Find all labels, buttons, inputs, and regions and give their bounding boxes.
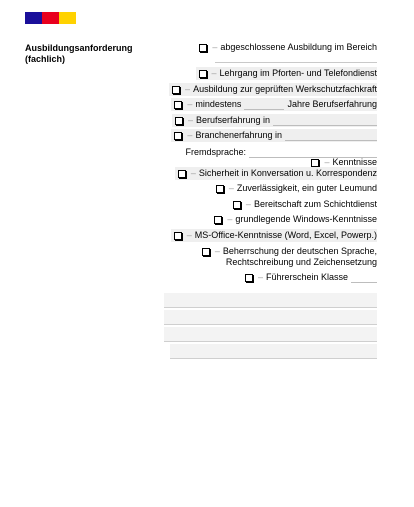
dash: – (211, 68, 217, 78)
dash: – (257, 272, 263, 282)
checkbox[interactable] (199, 70, 207, 78)
item-label: Sicherheit in Konversation u. Korrespondenz (198, 168, 377, 178)
item-label: Berufserfahrung in (195, 115, 270, 125)
dash: – (324, 157, 330, 167)
years-input-line[interactable] (244, 100, 284, 110)
item-label-line2: Rechtschreibung und Zeichensetzung (225, 257, 377, 267)
dash: – (185, 84, 191, 94)
dash: – (214, 246, 220, 256)
item-label: Branchenerfahrung in (195, 130, 282, 140)
logo (25, 12, 76, 24)
free-text-line[interactable] (164, 310, 377, 325)
item-berufserfahrung-in (172, 114, 377, 127)
dash: – (186, 230, 192, 240)
checkbox[interactable] (199, 44, 207, 52)
item-label: Kenntnisse (332, 157, 377, 167)
checkbox[interactable] (175, 117, 183, 125)
item-label: grundlegende Windows-Kenntnisse (235, 214, 377, 224)
dash: – (227, 214, 233, 224)
item-label: abgeschlossene Ausbildung im Bereich (220, 42, 377, 52)
checkbox[interactable] (174, 101, 182, 109)
dash: – (187, 115, 193, 125)
checkbox[interactable] (214, 216, 222, 224)
item-label-suffix: Jahre Berufserfahrung (287, 99, 377, 109)
item-zuverlaessigkeit (216, 182, 377, 195)
checkbox[interactable] (216, 185, 224, 193)
item-label: MS-Office-Kenntnisse (Word, Excel, Powerp.) (194, 230, 377, 240)
free-text-line[interactable] (164, 293, 377, 308)
logo-blue-block (25, 12, 42, 24)
dash: – (245, 199, 251, 209)
checkbox[interactable] (172, 86, 180, 94)
item-label: Führerschein Klasse (265, 272, 348, 282)
dash: – (228, 183, 234, 193)
item-branchenerfahrung-in (171, 129, 377, 142)
logo-red-block (42, 12, 59, 24)
item-werkschutzfachkraft (169, 83, 377, 96)
fill-in-line[interactable] (285, 131, 377, 141)
checkbox[interactable] (178, 170, 186, 178)
license-class-input-line[interactable] (351, 273, 377, 283)
checkbox[interactable] (174, 232, 182, 240)
checkbox[interactable] (233, 201, 241, 209)
checkbox[interactable] (311, 159, 319, 167)
dash: – (190, 168, 196, 178)
item-lehrgang (196, 67, 377, 80)
dash: – (187, 99, 193, 109)
dash: – (212, 42, 218, 52)
item-label: Bereitschaft zum Schichtdienst (253, 199, 377, 209)
dash: – (187, 130, 193, 140)
item-ms-office (171, 229, 377, 242)
item-fuehrerschein (245, 271, 377, 284)
item-schichtdienst (233, 198, 377, 211)
free-text-line[interactable] (170, 344, 377, 359)
section-title: Ausbildungsanforderung (fachlich) (25, 43, 133, 64)
checkbox[interactable] (245, 274, 253, 282)
checkbox[interactable] (202, 248, 210, 256)
item-windows (214, 213, 377, 226)
item-abgeschlossene-ausbildung (199, 41, 377, 54)
checkbox[interactable] (174, 132, 182, 140)
item-label-line1: Beherrschung der deutschen Sprache, (222, 246, 377, 256)
logo-yellow-block (59, 12, 76, 24)
item-label: Lehrgang im Pforten- und Telefondienst (219, 68, 377, 78)
item-label: Zuverlässigkeit, ein guter Leumund (236, 183, 377, 193)
fill-in-line[interactable] (273, 116, 377, 126)
item-label: Ausbildung zur geprüften Werkschutzfachkraft (193, 84, 377, 94)
item-berufserfahrung-jahre (171, 98, 377, 111)
item-label: mindestens (195, 99, 242, 109)
free-text-line[interactable] (164, 327, 377, 342)
item-deutsche-sprache (202, 246, 377, 268)
item-label: Fremdsprache: (185, 147, 246, 157)
fill-in-line[interactable] (215, 62, 377, 63)
item-konversation (175, 167, 377, 180)
